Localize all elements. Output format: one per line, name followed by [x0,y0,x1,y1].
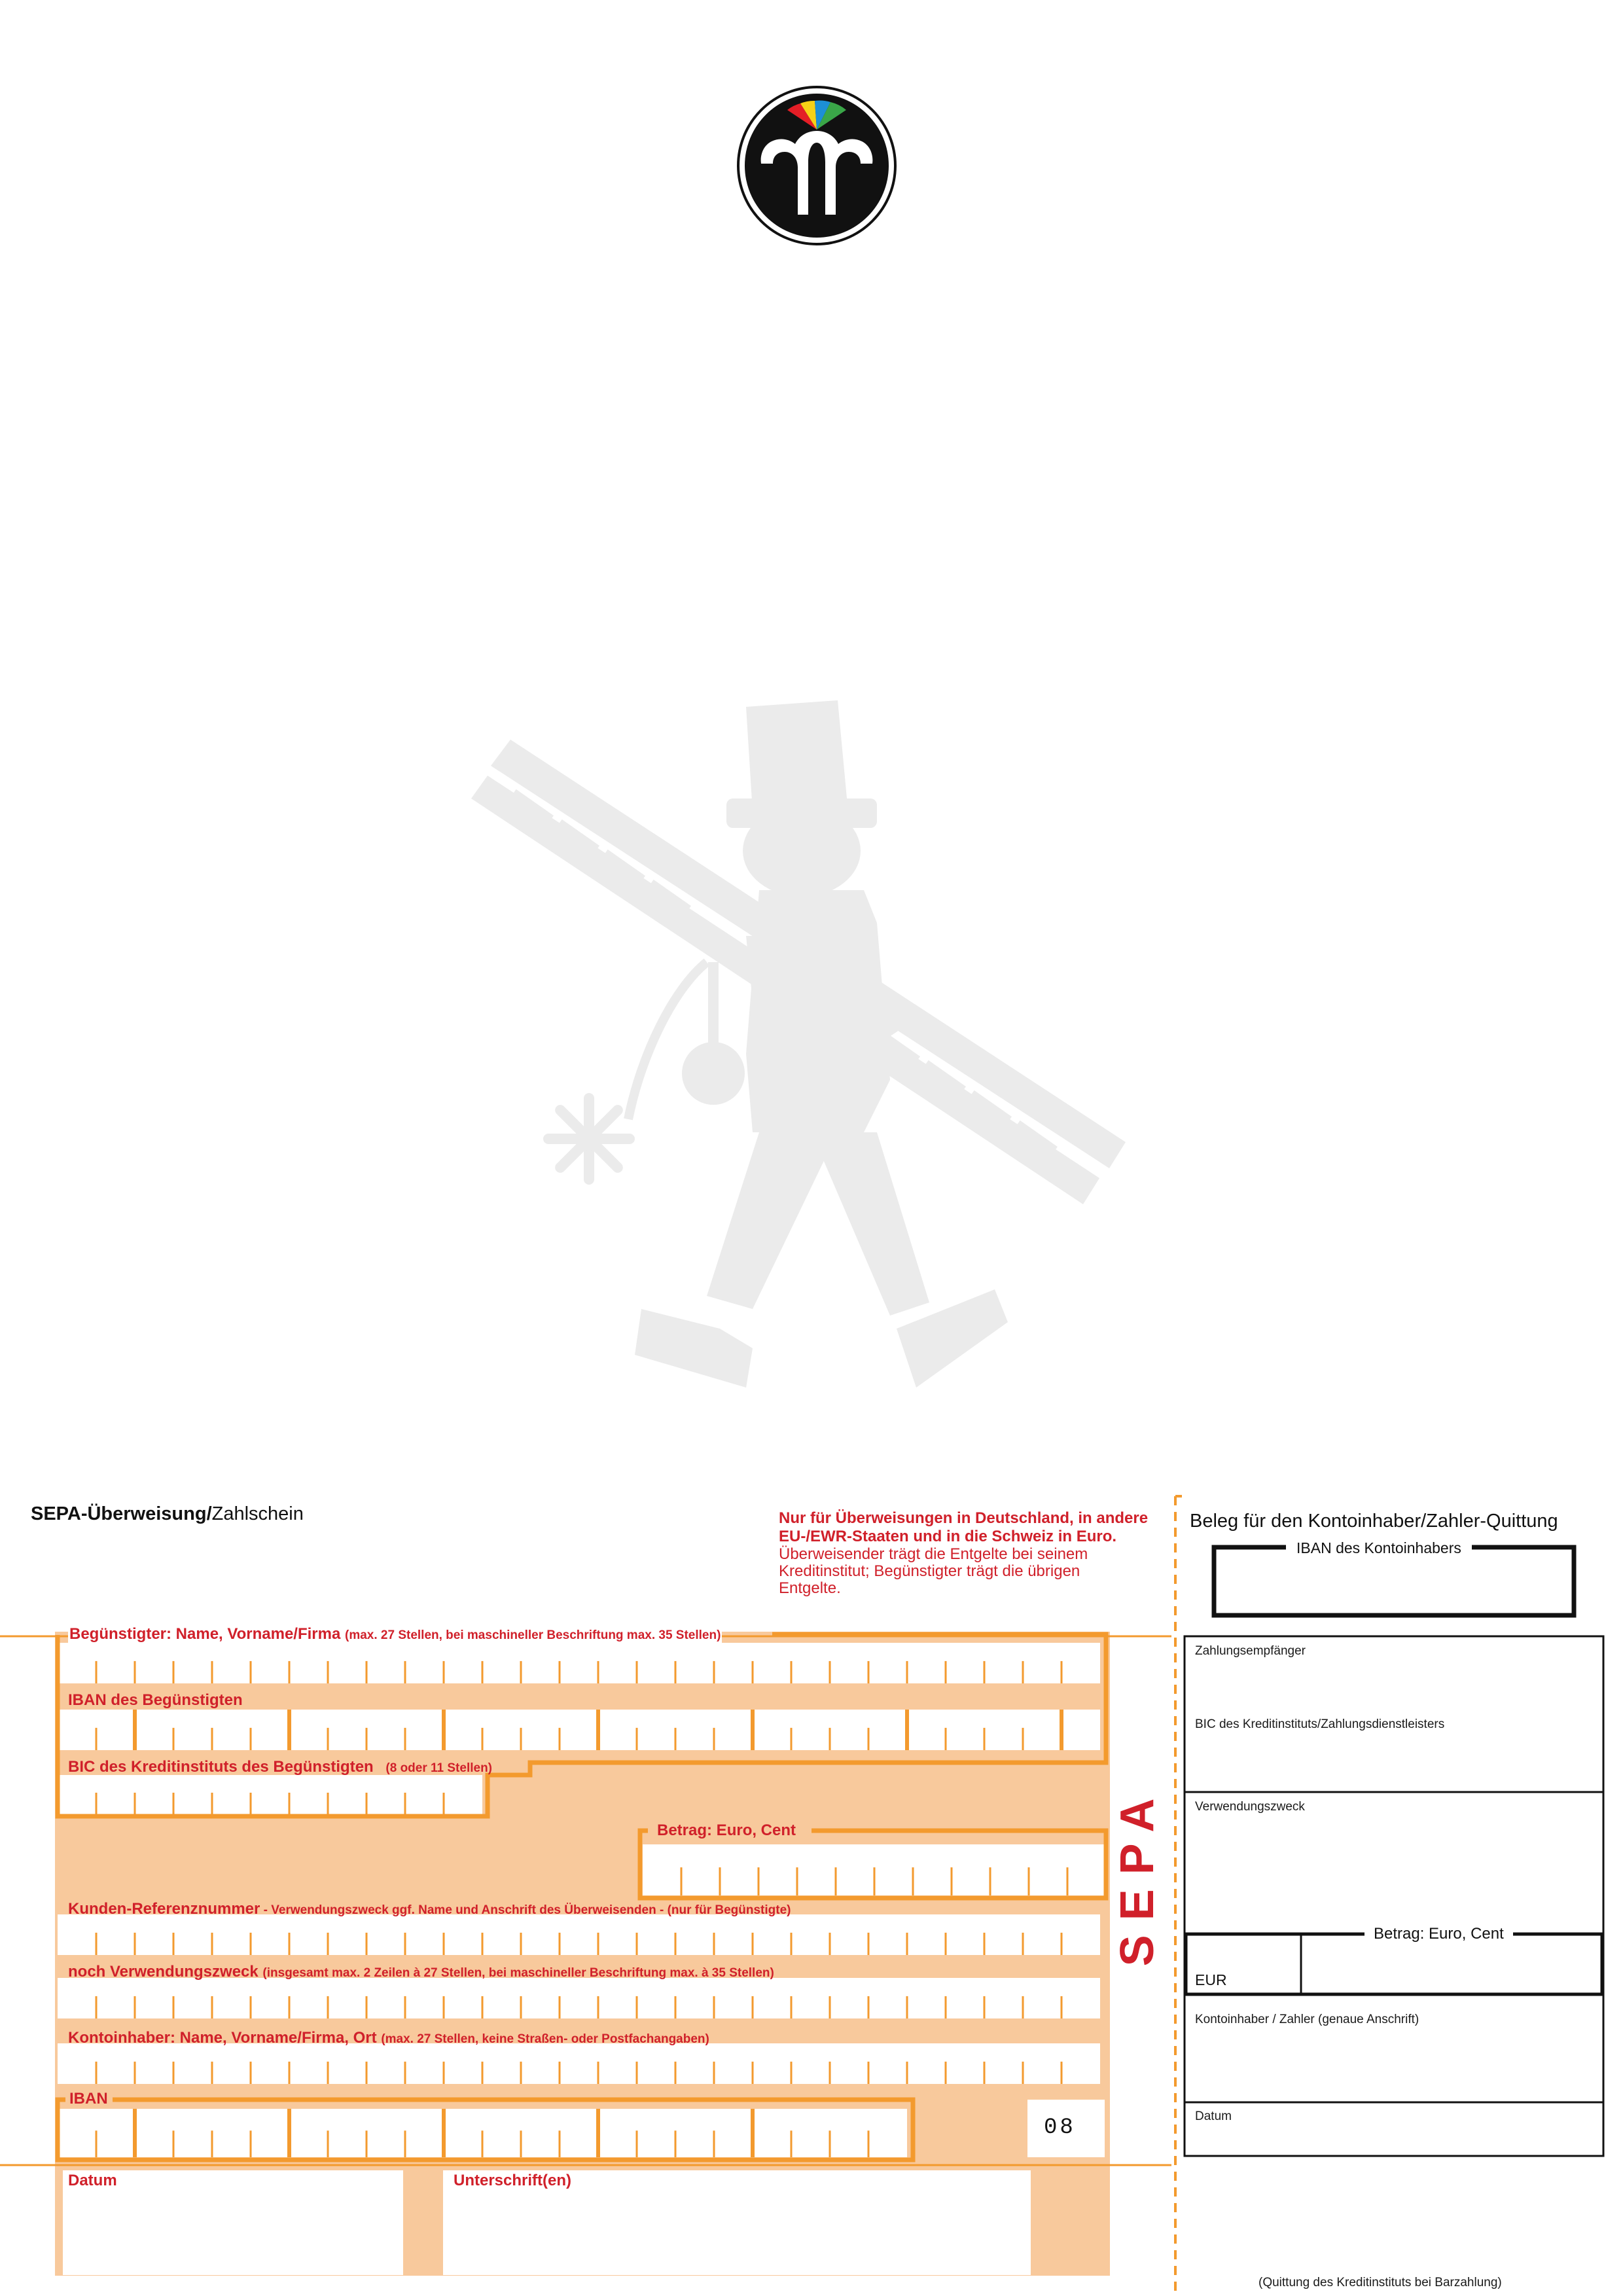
cell-divider [868,2062,870,2084]
bic-label-text: BIC des Kreditinstituts des Begünstigten [68,1758,374,1776]
cell-divider [134,1661,136,1683]
bic-label [68,1758,492,1776]
cell-divider [675,1933,677,1955]
cell-divider [636,2062,638,2084]
cell-divider [327,1728,329,1750]
cell-divider [250,1933,252,1955]
cell-divider [713,2130,715,2157]
cell-divider [752,1661,754,1683]
cell-divider [134,1996,136,2018]
receipt-title-rest: /Zahler-Quittung [1421,1511,1558,1532]
cell-divider [96,1933,98,1955]
cell-divider [520,1933,522,1955]
form-code: 08 [1044,2115,1076,2140]
cell-divider [597,1661,599,1683]
datum-label: Datum [68,2172,117,2189]
receipt-iban-label: IBAN des Kontoinhabers [1286,1539,1472,1557]
cell-divider [945,1661,947,1683]
beguenstigter-label [68,1625,722,1643]
kontoinhaber-label [68,2029,709,2047]
cell-divider [1022,1661,1024,1683]
cell-divider [366,1996,368,2018]
cell-divider [211,1793,213,1814]
cell-divider [636,1996,638,2018]
cell-divider [597,1933,599,1955]
cell-divider [945,1728,947,1750]
cell-divider [791,2062,793,2084]
cell-divider [752,1933,754,1955]
kunden-referenz-label [68,1900,791,1918]
cell-divider [482,1933,484,1955]
unterschrift-label: Unterschrift(en) [454,2172,572,2189]
cell-divider [443,1933,445,1955]
cell-divider [868,2130,870,2157]
cell-divider [520,2130,522,2157]
cell-divider [327,1933,329,1955]
cell-divider [596,2109,600,2157]
bic-hint: (8 oder 11 Stellen) [385,1761,493,1775]
cell-divider [675,2062,677,2084]
cell-divider [443,1661,445,1683]
betrag-label: Betrag: Euro, Cent [654,1821,798,1840]
cell-divider [675,1728,677,1750]
cell-divider [713,2062,715,2084]
cell-divider [520,1728,522,1750]
noch-verwendungszweck-row[interactable] [58,1978,1100,2018]
beguenstigter-name-row[interactable] [58,1643,1100,1683]
cell-divider [636,2130,638,2157]
cell-divider [829,2062,831,2084]
cell-divider [636,1661,638,1683]
receipt-bic-label: BIC des Kreditinstituts/Zahlungsdienstleisters [1195,1717,1445,1731]
beguenstigter-label-text: Begünstigter: Name, Vorname/Firma [69,1625,341,1643]
cell-divider [984,1728,986,1750]
cell-divider [520,1661,522,1683]
cell-divider [404,2062,406,2084]
cell-divider [1061,2062,1063,2084]
cell-divider [482,1661,484,1683]
cell-divider [250,2062,252,2084]
cell-divider [984,1933,986,1955]
cell-divider [520,2062,522,2084]
cell-divider [1022,1996,1024,2018]
cell-divider [912,1867,914,1895]
betrag-row[interactable] [643,1844,1106,1895]
cell-divider [791,1996,793,2018]
cell-divider [173,2062,175,2084]
cell-divider [443,2062,445,2084]
bic-row[interactable] [58,1775,482,1814]
cell-divider [1067,1867,1069,1895]
cell-divider [443,1793,445,1814]
cell-divider [366,1661,368,1683]
notice-normal-1: Überweisender trägt die Entgelte bei seinem [779,1545,1088,1563]
cell-divider [1022,1933,1024,1955]
cell-divider [250,1996,252,2018]
cell-divider [250,1728,252,1750]
cell-divider [173,1933,175,1955]
cell-divider [289,2062,291,2084]
cell-divider [796,1867,798,1895]
cell-divider [327,1793,329,1814]
receipt-title-bold: Beleg für den Kontoinhaber [1190,1511,1421,1532]
cell-divider [905,1710,909,1750]
cell-divider [945,2062,947,2084]
cell-divider [559,2130,561,2157]
kontoinhaber-row[interactable] [58,2043,1100,2084]
cell-divider [520,1996,522,2018]
cell-divider [713,1996,715,2018]
cell-divider [906,1996,908,2018]
receipt-datum: Datum [1195,2109,1232,2123]
cell-divider [1022,2062,1024,2084]
cell-divider [482,2062,484,2084]
cell-divider [791,1933,793,1955]
notice-bold-2: EU-/EWR-Staaten und in die Schweiz in Euro. [779,1528,1117,1545]
transfer-form-graphics [0,1486,1178,2296]
beguenstigter-hint: (max. 27 Stellen, bei maschineller Beschriftung max. 35 Stellen) [345,1628,721,1642]
cell-divider [675,2130,677,2157]
cell-divider [597,2062,599,2084]
cell-divider [835,1867,837,1895]
cell-divider [173,1728,175,1750]
kunden-referenz-row[interactable] [58,1914,1100,1955]
cell-divider [559,1661,561,1683]
cell-divider [829,1661,831,1683]
iban-label: IBAN [69,2090,108,2108]
cell-divider [636,1933,638,1955]
cell-divider [906,2062,908,2084]
cell-divider [366,1793,368,1814]
kontoinhaber-hint: (max. 27 Stellen, keine Straßen- oder Postfachangaben) [381,2032,709,2046]
cell-divider [96,1793,98,1814]
cell-divider [250,2130,252,2157]
guild-logo-icon [735,84,899,247]
cell-divider [791,1661,793,1683]
cell-divider [366,1933,368,1955]
cell-divider [752,2062,754,2084]
kunden-referenz-label-text: Kunden-Referenznummer [68,1900,260,1918]
cell-divider [442,2109,446,2157]
cell-divider [868,1996,870,2018]
cell-divider [96,2130,98,2157]
cell-divider [287,2109,291,2157]
cell-divider [990,1867,991,1895]
cell-divider [366,2062,368,2084]
receipt-verwendungszweck: Verwendungszweck [1195,1800,1305,1814]
cell-divider [906,1661,908,1683]
receipt-betrag-label: Betrag: Euro, Cent [1364,1925,1513,1943]
notice-bold-1: Nur für Überweisungen in Deutschland, in andere [779,1509,1149,1527]
cell-divider [211,1661,213,1683]
cell-divider [250,1793,252,1814]
cell-divider [96,1996,98,2018]
cell-divider [984,2062,986,2084]
sepa-vertical-label: SEPA [1111,1784,1164,1967]
cell-divider [134,1793,136,1814]
cell-divider [758,1867,760,1895]
cell-divider [173,1996,175,2018]
cell-divider [96,1728,98,1750]
cell-divider [404,1933,406,1955]
cell-divider [211,1728,213,1750]
cell-divider [829,1933,831,1955]
cell-divider [289,1793,291,1814]
cell-divider [752,1996,754,2018]
cell-divider [211,2130,213,2157]
form-title-rest: Zahlschein [211,1503,304,1524]
cell-divider [868,1933,870,1955]
cell-divider [404,2130,406,2157]
receipt-title [1190,1511,1558,1532]
cell-divider [482,1996,484,2018]
cell-divider [874,1867,876,1895]
cell-divider [211,1996,213,2018]
cell-divider [951,1867,953,1895]
cell-divider [945,1933,947,1955]
cell-divider [751,2109,755,2157]
cell-divider [404,1661,406,1683]
cell-divider [133,1710,137,1750]
cell-divider [719,1867,721,1895]
cell-divider [868,1728,870,1750]
cell-divider [559,1996,561,2018]
receipt-quittung-note: (Quittung des Kreditinstituts bei Barzahlung) [1258,2276,1502,2289]
cell-divider [829,2130,831,2157]
cell-divider [134,2062,136,2084]
kunden-referenz-hint: - Verwendungszweck ggf. Name und Anschrift des Überweisenden - (nur für Begünstigte) [260,1903,791,1917]
cell-divider [96,2062,98,2084]
cell-divider [1022,1728,1024,1750]
cell-divider [1061,1933,1063,1955]
cell-divider [289,1996,291,2018]
cell-divider [636,1728,638,1750]
cell-divider [366,2130,368,2157]
cell-divider [868,1661,870,1683]
cell-divider [597,1996,599,2018]
cell-divider [96,1661,98,1683]
cell-divider [1061,1661,1063,1683]
cell-divider [287,1710,291,1750]
cell-divider [713,1728,715,1750]
cell-divider [404,1728,406,1750]
cell-divider [173,1793,175,1814]
cell-divider [675,1996,677,2018]
cell-divider [482,2130,484,2157]
cell-divider [559,2062,561,2084]
cell-divider [1060,1710,1063,1750]
kontoinhaber-label-text: Kontoinhaber: Name, Vorname/Firma, Ort [68,2029,377,2047]
cell-divider [829,1996,831,2018]
cell-divider [984,1661,986,1683]
iban-beguenstigter-row[interactable] [58,1710,1100,1750]
iban-row[interactable] [58,2109,907,2157]
cell-divider [945,1996,947,2018]
cell-divider [134,1933,136,1955]
cell-divider [289,1933,291,1955]
cell-divider [482,1728,484,1750]
cell-divider [211,2062,213,2084]
noch-verwendungszweck-label [68,1963,774,1981]
receipt-zahlungsempfaenger: Zahlungsempfänger [1195,1644,1306,1658]
cell-divider [442,1710,446,1750]
cell-divider [404,1793,406,1814]
cell-divider [327,1661,329,1683]
cell-divider [681,1867,683,1895]
chimney-sweep-watermark-icon [471,687,1126,1420]
form-title-bold: SEPA-Überweisung [31,1503,207,1524]
notice-normal-2: Kreditinstitut; Begünstigter trägt die übrigen [779,1562,1080,1580]
cell-divider [327,2062,329,2084]
cell-divider [791,2130,793,2157]
cell-divider [829,1728,831,1750]
cell-divider [327,2130,329,2157]
cell-divider [559,1933,561,1955]
cell-divider [366,1728,368,1750]
cell-divider [751,1710,755,1750]
cell-divider [984,1996,986,2018]
receipt-eur: EUR [1195,1971,1227,1988]
form-title-sep: / [206,1503,212,1524]
cell-divider [675,1661,677,1683]
cell-divider [713,1661,715,1683]
cell-divider [133,2109,137,2157]
notice-normal-3: Entgelte. [779,1579,841,1597]
noch-verwendungszweck-label-text: noch Verwendungszweck [68,1963,259,1981]
cell-divider [289,1661,291,1683]
cell-divider [713,1933,715,1955]
cell-divider [327,1996,329,2018]
cell-divider [559,1728,561,1750]
cell-divider [791,1728,793,1750]
cell-divider [1061,1996,1063,2018]
iban-beguenstigter-label: IBAN des Begünstigten [68,1691,243,1709]
cell-divider [596,1710,600,1750]
cell-divider [173,2130,175,2157]
cell-divider [1028,1867,1030,1895]
receipt-graphics [1165,1479,1623,2296]
cell-divider [443,1996,445,2018]
cell-divider [404,1996,406,2018]
cell-divider [173,1661,175,1683]
cell-divider [211,1933,213,1955]
cell-divider [250,1661,252,1683]
receipt-kontoinhaber: Kontoinhaber / Zahler (genaue Anschrift) [1195,2013,1419,2026]
cell-divider [906,1933,908,1955]
noch-verwendungszweck-hint: (insgesamt max. 2 Zeilen à 27 Stellen, bei maschineller Beschriftung max. à 35 Stellen) [262,1966,774,1980]
